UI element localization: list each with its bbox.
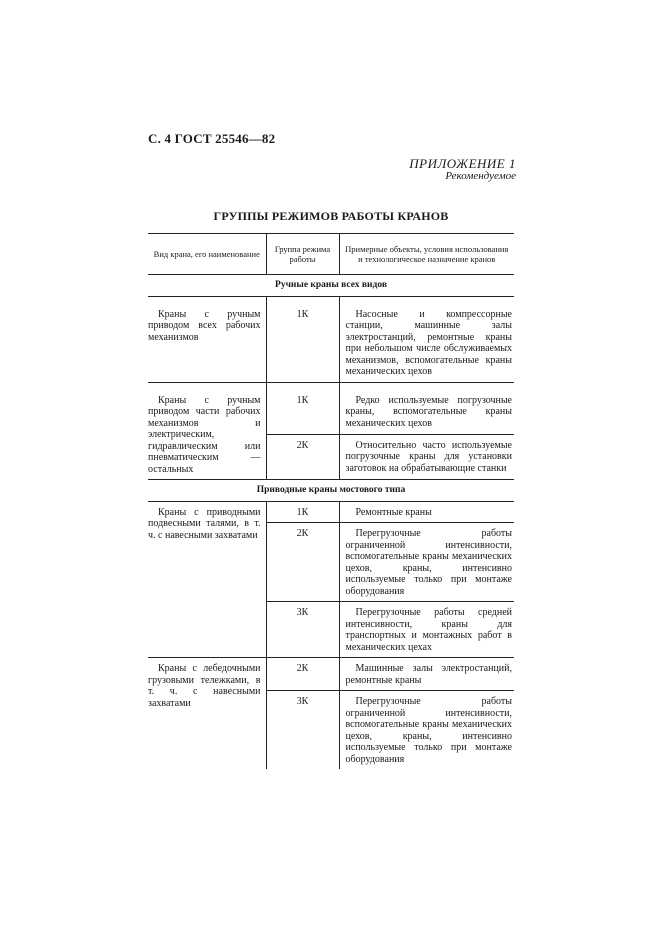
mode-group-cell: 2К	[266, 434, 339, 479]
table-row	[148, 501, 514, 523]
mode-group-cell: 2К	[266, 523, 339, 602]
header-crane-kind: Вид крана, его наименование	[148, 234, 266, 275]
document-title: ГРУППЫ РЕЖИМОВ РАБОТЫ КРАНОВ	[213, 209, 449, 223]
objects-cell: Перегрузочные работы ограниченной интенсивности, вспомогательные краны механических цехов, краны, интенсивно используемые только при монтаже оборудования	[339, 523, 514, 602]
section-heading-row	[148, 275, 514, 297]
table-header-row	[148, 234, 514, 275]
table-row	[148, 658, 514, 691]
page-header: С. 4 ГОСТ 25546—82	[148, 131, 276, 146]
crane-kind-cell: Краны с ручным приводом части рабочих механизмов и электрическим, гидравлическим или пневматическим — остальных	[148, 382, 266, 480]
appendix-status: Рекомендуемое	[445, 170, 516, 182]
objects-cell: Перегрузочные работы средней интенсивности, краны для транспортных и монтажных работ в механических цехах	[339, 602, 514, 658]
mode-group-cell: 2К	[266, 658, 339, 691]
crane-kind-cell: Краны с лебедочными грузовыми тележками, в т. ч. с навесными захватами	[148, 658, 266, 770]
objects-cell: Редко используемые погрузочные краны, вспомогательные краны механических цехов	[339, 382, 514, 434]
section-heading-row	[148, 480, 514, 502]
objects-cell: Относительно часто используемые погрузочные краны для установки заготовок на обрабатывающие станки	[339, 434, 514, 479]
objects-cell: Насосные и компрессорные станции, машинные залы электростанций, ремонтные краны при небольшом числе обслуживаемых механизмов, вспомогательные краны механических цехов	[339, 296, 514, 382]
section-title: Приводные краны мостового типа	[148, 480, 514, 502]
mode-group-cell: 3К	[266, 602, 339, 658]
table-row	[148, 296, 514, 382]
appendix-label	[409, 157, 516, 183]
table-row	[148, 382, 514, 434]
crane-kind-cell: Краны с приводными подвесными талями, в т. ч. с навесными захватами	[148, 501, 266, 658]
objects-cell: Ремонтные краны	[339, 501, 514, 523]
mode-group-cell: 1К	[266, 501, 339, 523]
mode-group-cell: 1К	[266, 382, 339, 434]
header-objects: Примерные объекты, условия использования и технологическое назначение кранов	[339, 234, 514, 275]
mode-group-cell: 1К	[266, 296, 339, 382]
crane-kind-cell: Краны с ручным приводом всех рабочих механизмов	[148, 296, 266, 382]
section-title: Ручные краны всех видов	[148, 275, 514, 297]
mode-group-cell: 3К	[266, 691, 339, 770]
appendix-number: ПРИЛОЖЕНИЕ 1	[409, 156, 516, 171]
header-mode-group: Группа режима работы	[266, 234, 339, 275]
crane-modes-table	[148, 233, 514, 769]
objects-cell: Машинные залы электростанций, ремонтные краны	[339, 658, 514, 691]
objects-cell: Перегрузочные работы ограниченной интенсивности, вспомогательные краны механических цехов, краны, интенсивно используемые только при монтаже оборудования	[339, 691, 514, 770]
